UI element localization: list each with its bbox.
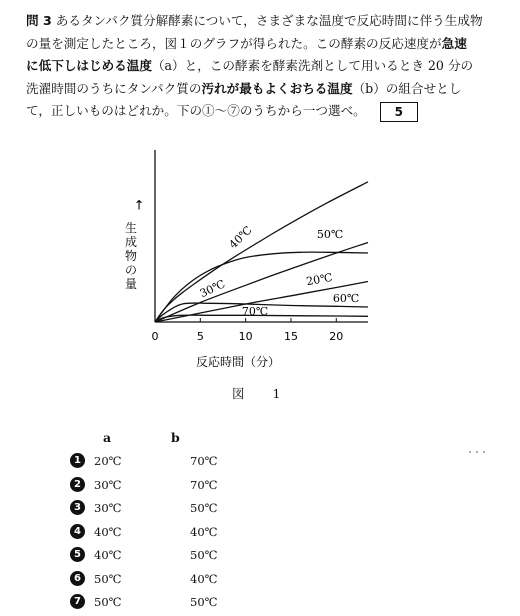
option-a-value: 50℃: [94, 595, 122, 609]
option-row[interactable]: [70, 594, 310, 616]
question-text-3: （a）と，この酵素を酵素洗剤として用いるとき 20 分の: [151, 58, 474, 73]
option-number: 7: [70, 594, 85, 609]
option-number: 1: [70, 453, 85, 468]
series-label: 40℃: [226, 223, 255, 252]
option-a-value: 50℃: [94, 571, 122, 586]
x-tick-label: 10: [238, 330, 253, 343]
figure-caption: 図 1: [232, 386, 293, 401]
option-a-value: 30℃: [94, 501, 122, 515]
option-a-value: 40℃: [94, 548, 122, 562]
emphasis-decline-temp: に低下しはじめる温度: [26, 58, 152, 73]
option-b-value: 70℃: [190, 477, 218, 492]
option-number: 4: [70, 524, 85, 539]
option-b-value: 50℃: [190, 595, 218, 609]
option-number: 6: [70, 571, 85, 586]
option-row[interactable]: [70, 477, 310, 499]
y-axis-label-char: 成: [124, 235, 138, 249]
emphasis-rapid: 急速: [441, 35, 467, 51]
y-axis-label-char: の: [124, 263, 138, 277]
series-label: 50℃: [316, 228, 344, 241]
emphasis-best-temp: 汚れが最もよくおちる温度: [201, 80, 353, 96]
option-b-value: 50℃: [190, 501, 218, 515]
option-a-value: 40℃: [94, 524, 122, 539]
option-a-value: 30℃: [94, 477, 122, 492]
x-tick-label: 20: [329, 330, 344, 343]
option-row[interactable]: [70, 524, 310, 546]
option-b-value: 50℃: [190, 548, 218, 562]
speckle-mark: [468, 450, 490, 454]
option-row[interactable]: [70, 571, 310, 593]
y-axis-label-char: 量: [124, 277, 138, 291]
x-tick-label: 15: [283, 330, 298, 343]
option-number: 5: [70, 547, 85, 562]
y-axis-label-char: 物: [124, 249, 138, 263]
question-text-5: て，正しいものはどれか。下の①～⑦のうちから一つ選べ。: [26, 103, 366, 118]
x-tick-label: 0: [151, 330, 159, 343]
option-b-value: 40℃: [190, 524, 218, 539]
series-label: 20℃: [305, 270, 334, 289]
column-header-b: b: [171, 430, 180, 445]
series-label: 60℃: [332, 292, 360, 305]
chart-axes: [125, 150, 368, 369]
series-label: 30℃: [197, 277, 228, 301]
question-text-1: あるタンパク質分解酵素について，さまざまな温度で反応時間に伴う生成物: [55, 13, 483, 28]
answer-box[interactable]: 5: [380, 102, 418, 122]
y-axis-arrow: ←: [131, 199, 146, 211]
option-row[interactable]: [70, 547, 310, 569]
x-axis-label: 反応時間（分）: [195, 355, 281, 369]
option-number: 2: [70, 477, 85, 492]
option-row[interactable]: [70, 453, 310, 475]
column-header-a: a: [103, 430, 112, 445]
question-text-2: の量を測定したところ，図１のグラフが得られた。この酵素の反応速度が: [26, 35, 442, 51]
option-a-value: 20℃: [94, 454, 122, 468]
y-axis-label-char: 生: [124, 221, 138, 235]
question-text-4a: 洗濯時間のうちにタンパク質の: [26, 80, 202, 96]
question-text-4b: （b）の組合せとし: [352, 80, 462, 96]
x-tick-label: 5: [196, 330, 204, 343]
option-b-value: 40℃: [190, 571, 218, 586]
option-number: 3: [70, 500, 85, 515]
option-b-value: 70℃: [190, 454, 218, 468]
question-number: 問 3: [26, 13, 52, 28]
option-row[interactable]: [70, 500, 310, 522]
series-label: 70℃: [241, 305, 269, 318]
